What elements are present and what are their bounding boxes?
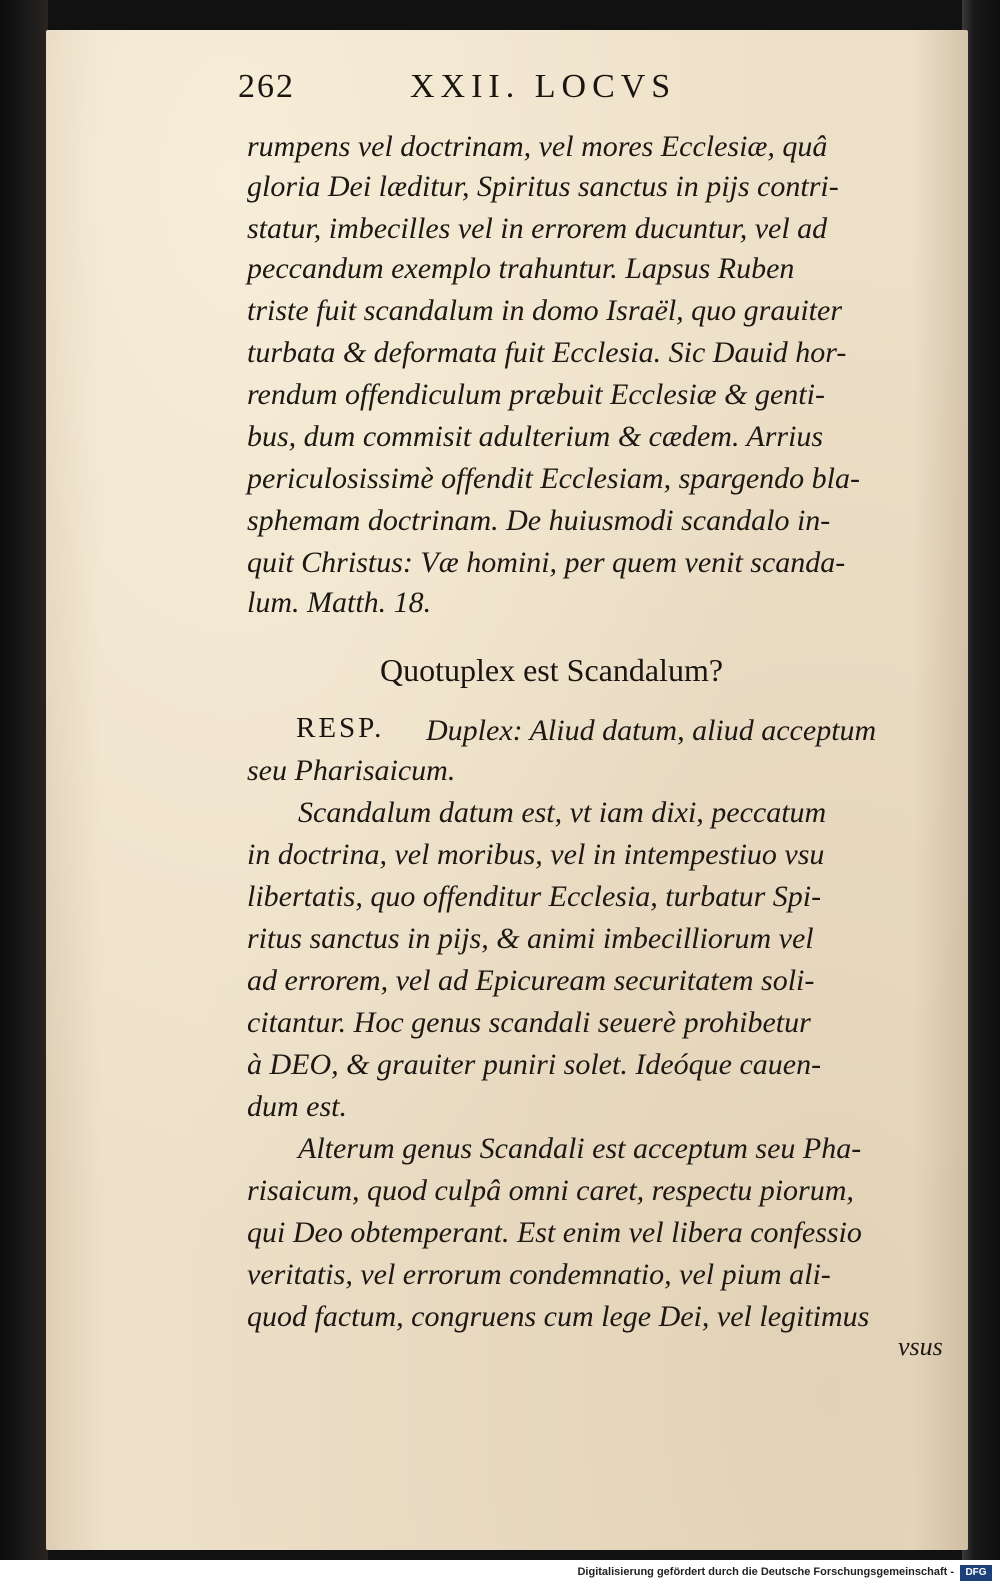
text-line: in doctrina, vel moribus, vel in intempestiuo vsu [247,838,825,871]
text-line: rendum offendiculum præbuit Ecclesiæ & genti- [247,378,825,411]
text-line: turbata & deformata fuit Ecclesia. Sic Dauid hor- [247,336,847,369]
book-binding-left [0,0,48,1560]
running-header [238,68,808,112]
response-second-line: seu Pharisaicum. [247,754,456,787]
running-title: XXII. LOCVS [410,68,677,105]
text-line: citantur. Hoc genus scandali seuerè prohibetur [247,1006,811,1039]
text-line: rumpens vel doctrinam, vel mores Ecclesiæ, quâ [247,130,828,163]
text-line: à DEO, & grauiter puniri solet. Ideóque cauen- [247,1048,822,1081]
text-line: quit Christus: Væ homini, per quem venit scanda- [247,546,846,579]
text-line: dum est. [247,1090,347,1123]
text-line: gloria Dei læditur, Spiritus sanctus in pijs contri- [247,170,839,203]
text-line: quod factum, congruens cum lege Dei, vel legitimus [247,1300,870,1333]
text-line: libertatis, quo offenditur Ecclesia, turbatur Spi- [247,880,822,913]
section-question: Quotuplex est Scandalum? [380,652,724,688]
response-label: RESP. [296,712,385,744]
text-line: risaicum, quod culpâ omni caret, respectu piorum, [247,1174,854,1207]
text-line: Alterum genus Scandali est acceptum seu Pha- [298,1132,862,1165]
text-line: ad errorem, vel ad Epicuream securitatem soli- [247,964,815,997]
text-line: triste fuit scandalum in domo Israël, quo grauiter [247,294,842,327]
text-line: qui Deo obtemperant. Est enim vel libera confessio [247,1216,862,1249]
text-line: periculosissimè offendit Ecclesiam, spargendo bla- [247,462,860,495]
text-line: veritatis, vel errorum condemnatio, vel pium ali- [247,1258,831,1291]
response-first-line: Duplex: Aliud datum, aliud acceptum [426,714,877,747]
page-number: 262 [238,68,295,105]
text-line: sphemam doctrinam. De huiusmodi scandalo in- [247,504,831,537]
text-line: lum. Matth. 18. [247,586,432,619]
text-line: peccandum exemplo trahuntur. Lapsus Ruben [247,252,795,285]
catchword: vsus [898,1332,943,1361]
text-line: bus, dum commisit adulterium & cædem. Arrius [247,420,824,453]
text-line: ritus sanctus in pijs, & animi imbecilliorum vel [247,922,814,955]
text-line: Scandalum datum est, vt iam dixi, peccatum [298,796,827,829]
dfg-logo: DFG [960,1565,992,1581]
digitization-footer [0,1560,1000,1590]
text-line: statur, imbecilles vel in errorem ducuntur, vel ad [247,212,828,245]
footer-credit: Digitalisierung gefördert durch die Deutsche Forschungsgemeinschaft - [577,1566,954,1578]
